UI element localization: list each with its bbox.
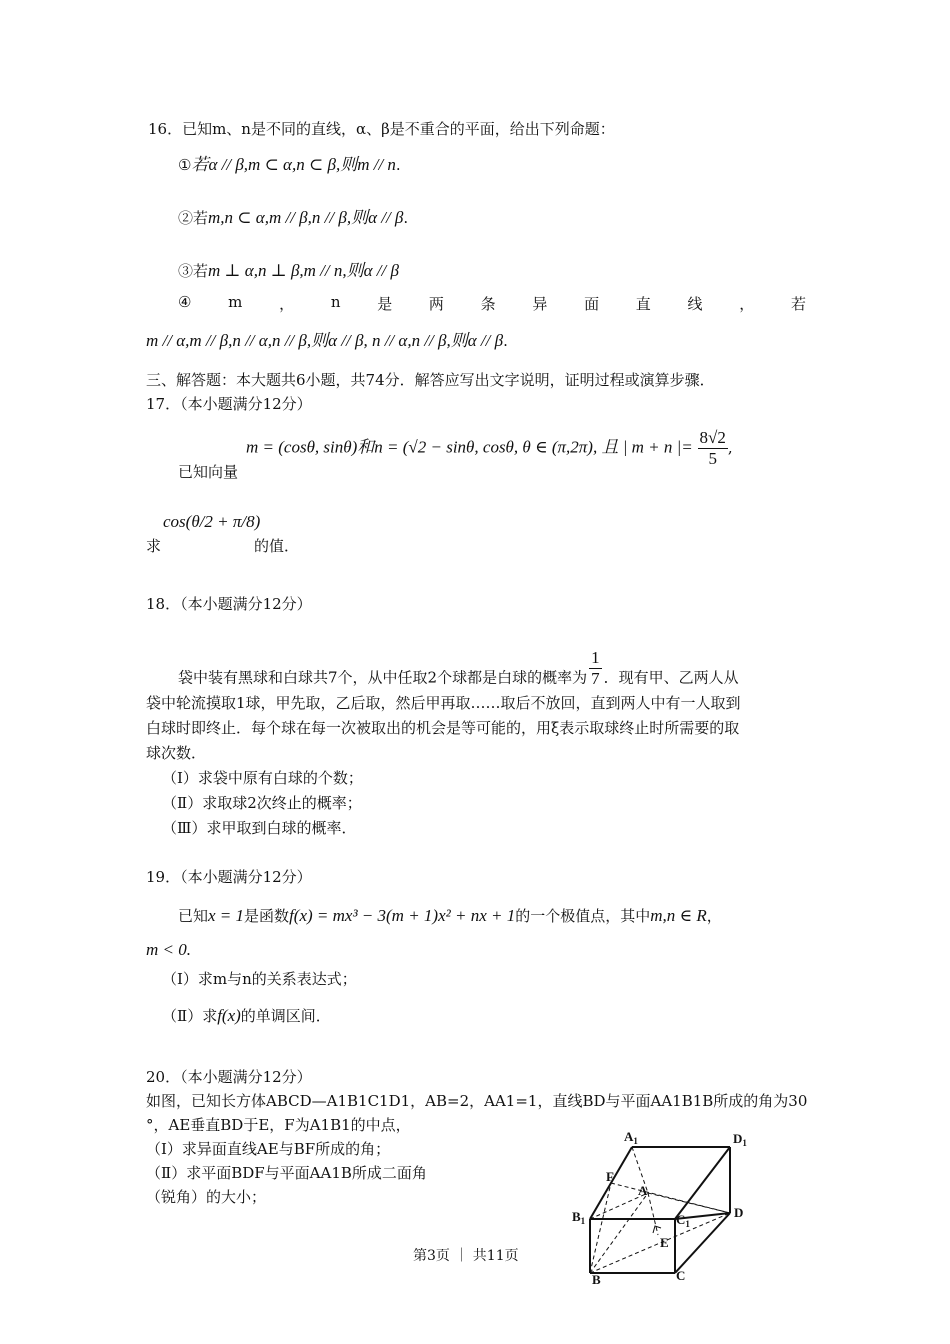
- p4-word: 若: [790, 295, 806, 313]
- q20-part2b: （锐角）的大小；: [146, 1188, 267, 1206]
- line-b-f: [590, 1183, 611, 1273]
- q19-part2-fx: f(x): [217, 1006, 241, 1025]
- q20-part1: （Ⅰ）求异面直线AE与BF所成的角；: [146, 1140, 391, 1158]
- q19-x-eq: x = 1: [208, 906, 245, 925]
- q17-prefix: 已知向量: [178, 463, 239, 481]
- edge-d1-c1: [675, 1147, 730, 1219]
- q20-line1: 如图，已知长方体ABCD—A1B1C1D1，AB=2，AA1=1，直线BD与平面AA1B1B所成的角为30: [146, 1092, 808, 1110]
- p4-word: 异: [532, 295, 548, 313]
- line-a-e: [648, 1193, 658, 1235]
- q19-statement: [178, 905, 722, 926]
- q17-header: 17．（本小题满分12分）: [146, 395, 312, 413]
- q19-condition: [146, 940, 191, 960]
- q16-proposition-4-math: m // α,m // β,n // α,n // β,则α // β, n // α,n // β,则α // β.: [146, 331, 508, 350]
- label-f: F: [606, 1169, 614, 1184]
- p4-word: 直: [635, 295, 651, 313]
- q17-vector-expression: m = (cosθ, sinθ)和n = (√2 − sinθ, cosθ, θ ∈ (π,2π), 且 | m + n |= $\frac{8√2}{5}$ ,: [246, 428, 733, 468]
- p2-math: m,n ⊂ α,m // β,n // β,则α // β: [208, 208, 404, 227]
- label-e: E: [660, 1235, 669, 1250]
- q19-mn-r: m,n ∈ R: [650, 906, 707, 925]
- q18-part2: （Ⅱ）求取球2次终止的概率；: [162, 794, 362, 812]
- frac-denominator: 5: [708, 449, 717, 468]
- p3-number: ③若: [178, 262, 209, 280]
- q18-part3: （Ⅲ）求甲取到白球的概率．: [162, 819, 357, 837]
- q18-line4: 球次数．: [146, 744, 207, 762]
- q19-is-fn: 是函数: [244, 907, 290, 925]
- q18-line1-tail: ．现有甲、乙两人从: [603, 668, 739, 687]
- q19-m-lt-zero: m < 0.: [146, 940, 191, 959]
- p4-word: ，: [739, 295, 755, 313]
- q18-line1-text: 袋中装有黑球和白球共7个，从中任取2个球都是白球的概率为: [178, 668, 588, 687]
- q17-ask-prefix: 求: [146, 537, 162, 555]
- p4-word: 是: [377, 295, 393, 313]
- q19-comma: ，: [706, 907, 722, 925]
- q16-proposition-3: [178, 256, 399, 281]
- frac-numerator: 1: [591, 648, 600, 667]
- q16-proposition-4-words: [178, 293, 806, 314]
- q19-part2-suffix: 的单调区间．: [240, 1007, 331, 1025]
- label-c1: $C_1$: [676, 1212, 690, 1229]
- q19-part2: [162, 1005, 331, 1026]
- section3-heading: 三、解答题：本大题共6小题，共74分．解答应写出文字说明，证明过程或演算步骤．: [146, 371, 715, 389]
- q16-proposition-2: ②若m,n ⊂ α,m // β,n // β,则α // β.: [178, 208, 409, 227]
- q19-extreme: 的一个极值点，其中: [515, 907, 651, 925]
- p4-word: 两: [428, 295, 444, 313]
- q16-proposition-1: ①若α // β,m ⊂ α,n ⊂ β,则m // n.: [178, 155, 401, 174]
- q16-stem: 16．已知m、n是不同的直线，α、β是不重合的平面，给出下列命题：: [148, 120, 615, 138]
- q18-line2: 袋中轮流摸取1球，甲先取，乙后取，然后甲再取……取后不放回，直到两人中有一人取到: [146, 694, 741, 712]
- label-b: B: [592, 1272, 601, 1285]
- q18-probability-fraction: [589, 648, 602, 689]
- q19-part2-prefix: （Ⅱ）求: [162, 1007, 218, 1025]
- p4-math: m // α,m // β,n // α,n // β,则α // β, n // α,n // β,则α // β: [146, 331, 504, 350]
- cuboid-figure: [560, 1125, 780, 1285]
- label-b1: $B_1$: [572, 1209, 586, 1226]
- q19-header: 19．（本小题满分12分）: [146, 868, 312, 886]
- q17-cos-math: cos(θ/2 + π/8): [163, 512, 261, 531]
- label-d: D: [734, 1205, 744, 1220]
- p4-word: 面: [584, 295, 600, 313]
- q20-header: 20．（本小题满分12分）: [146, 1068, 312, 1086]
- q18-header: 18．（本小题满分12分）: [146, 595, 312, 613]
- p1-math: 若α // β,m ⊂ α,n ⊂ β,则m // n: [191, 155, 396, 174]
- q18-part1: （Ⅰ）求袋中原有白球的个数；: [162, 769, 363, 787]
- label-a: A: [638, 1183, 648, 1198]
- p4-word: n: [330, 293, 341, 311]
- q19-given: 已知: [178, 907, 209, 925]
- p4-word: ④: [178, 293, 192, 311]
- q20-part2: （Ⅱ）求平面BDF与平面AA1B所成二面角: [146, 1164, 427, 1182]
- p4-word: ，: [279, 295, 295, 313]
- page-footer: 第3页 ｜ 共11页: [413, 1248, 519, 1264]
- q17-fraction: [698, 428, 728, 469]
- q19-function-math: f(x) = mx³ − 3(m + 1)x² + nx + 1: [289, 906, 516, 925]
- p4-word: 线: [687, 295, 703, 313]
- p3-math: m ⊥ α,n ⊥ β,m // n,则α // β: [208, 261, 399, 280]
- q17-vector-math: m = (cosθ, sinθ)和n = (√2 − sinθ, cosθ, θ ∈ (π,2π), 且 | m + n |=: [246, 437, 693, 457]
- p1-number: ①: [178, 156, 192, 174]
- p2-number: ②若: [178, 209, 209, 227]
- q17-cos-expression: [163, 512, 260, 532]
- frac-denominator: 7: [591, 669, 600, 688]
- p4-word: 条: [480, 295, 496, 313]
- label-a1: $A_1$: [624, 1129, 638, 1146]
- frac-numerator: 8√2: [699, 428, 726, 447]
- q18-line3: 白球时即终止．每个球在每一次被取出的机会是等可能的，用ξ表示取球终止时所需要的取: [146, 719, 740, 737]
- p4-word: m: [228, 293, 243, 311]
- label-d1: $D_1$: [733, 1131, 747, 1148]
- q20-line2: °，AE垂直BD于E，F为A1B1的中点，: [146, 1116, 411, 1134]
- q19-part1: （Ⅰ）求m与n的关系表达式；: [162, 970, 357, 988]
- q17-ask-suffix: 的值．: [254, 537, 300, 555]
- label-c: C: [676, 1268, 686, 1283]
